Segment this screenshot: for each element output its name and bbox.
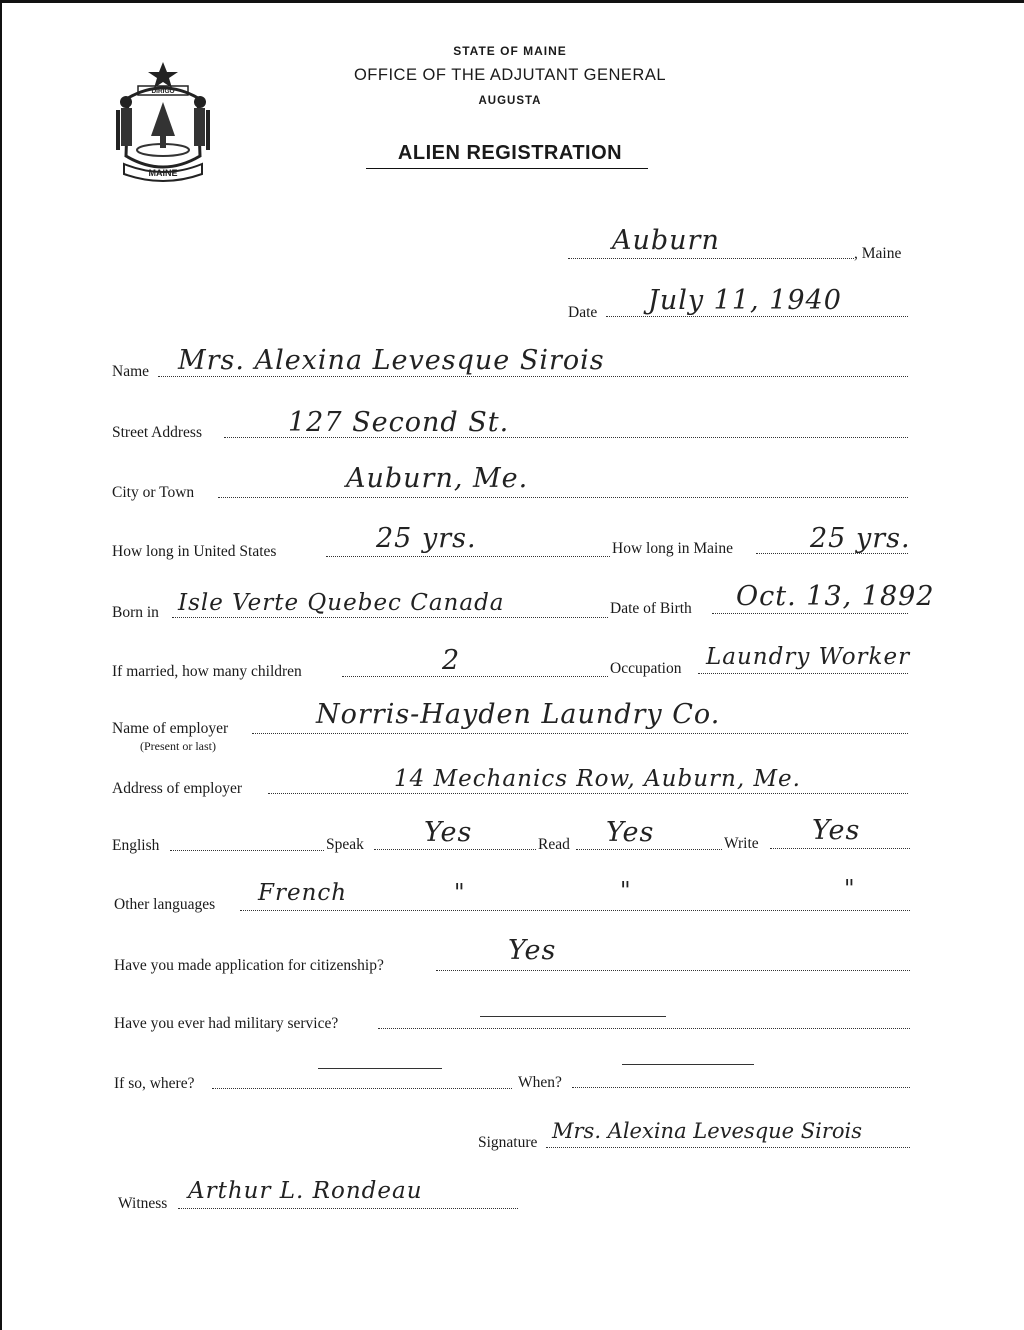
dob-line (712, 613, 908, 614)
town-line (568, 258, 854, 259)
speak-value: Yes (424, 817, 473, 848)
other-language-value: French (258, 880, 348, 906)
where-dash (318, 1068, 442, 1069)
english-label: English (112, 837, 160, 854)
other-read-value: " (620, 878, 632, 904)
witness-line (178, 1208, 518, 1209)
when-line (572, 1087, 910, 1088)
when-label: When? (518, 1074, 562, 1091)
date-label: Date (568, 304, 598, 321)
employer-label: Name of employer (112, 720, 229, 737)
city-value: Auburn, Me. (346, 463, 529, 494)
header-city: AUGUSTA (478, 95, 542, 107)
occupation-line (698, 673, 908, 674)
english-line (170, 850, 324, 851)
how-long-us-label: How long in United States (112, 543, 277, 560)
citizenship-value: Yes (508, 935, 557, 966)
how-long-me-label: How long in Maine (612, 540, 733, 557)
read-label: Read (538, 836, 570, 853)
street-value: 127 Second St. (288, 407, 510, 438)
where-line (212, 1088, 512, 1089)
citizenship-line (436, 970, 910, 971)
write-label: Write (724, 835, 759, 852)
military-line (378, 1028, 910, 1029)
maine-state-seal (108, 58, 218, 186)
employer-address-value: 14 Mechanics Row, Auburn, Me. (394, 766, 801, 792)
other-languages-line (240, 910, 910, 911)
read-line (576, 849, 722, 850)
employer-note: (Present or last) (140, 739, 216, 753)
employer-value: Norris-Hayden Laundry Co. (316, 699, 721, 730)
children-value: 2 (442, 645, 461, 676)
signature-value: Mrs. Alexina Levesque Sirois (552, 1119, 863, 1143)
children-label: If married, how many children (112, 663, 302, 680)
employer-line (252, 733, 908, 734)
when-dash (622, 1064, 754, 1065)
signature-label: Signature (478, 1134, 538, 1151)
speak-label: Speak (326, 836, 364, 853)
witness-label: Witness (118, 1195, 168, 1212)
seal-motto: DIRIGO (151, 88, 175, 95)
occupation-value: Laundry Worker (706, 644, 911, 670)
form-title: ALIEN REGISTRATION (397, 142, 623, 164)
street-label: Street Address (112, 424, 202, 441)
signature-line (546, 1147, 910, 1148)
speak-line (374, 849, 536, 850)
born-label: Born in (112, 604, 159, 621)
other-speak-value: " (454, 880, 466, 906)
city-label: City or Town (112, 484, 195, 501)
name-value: Mrs. Alexina Levesque Sirois (178, 345, 605, 376)
military-label: Have you ever had military service? (114, 1015, 339, 1032)
military-dash (480, 1016, 666, 1017)
read-value: Yes (606, 817, 655, 848)
how-long-us-line (326, 556, 610, 557)
city-line (218, 497, 908, 498)
maine-label: , Maine (854, 245, 902, 262)
header-office: OFFICE OF THE ADJUTANT GENERAL (353, 66, 667, 84)
name-label: Name (112, 363, 150, 380)
children-line (342, 676, 608, 677)
how-long-me-value: 25 yrs. (810, 523, 911, 554)
citizenship-label: Have you made application for citizenship? (114, 957, 384, 974)
write-value: Yes (812, 815, 861, 846)
date-value: July 11, 1940 (648, 285, 842, 316)
seal-banner: MAINE (148, 168, 178, 178)
other-write-value: " (844, 876, 856, 902)
write-line (770, 848, 910, 849)
employer-address-label: Address of employer (112, 780, 242, 797)
name-line (158, 376, 908, 377)
title-underline (366, 168, 648, 169)
header-state: STATE OF MAINE (453, 44, 567, 58)
date-line (606, 316, 908, 317)
dob-label: Date of Birth (610, 600, 692, 617)
born-value: Isle Verte Quebec Canada (178, 590, 505, 616)
occupation-label: Occupation (610, 660, 682, 677)
dob-value: Oct. 13, 1892 (736, 581, 935, 612)
witness-value: Arthur L. Rondeau (188, 1178, 423, 1204)
other-languages-label: Other languages (114, 896, 216, 913)
town-value: Auburn (612, 225, 720, 256)
where-label: If so, where? (114, 1075, 195, 1092)
how-long-us-value: 25 yrs. (376, 523, 477, 554)
